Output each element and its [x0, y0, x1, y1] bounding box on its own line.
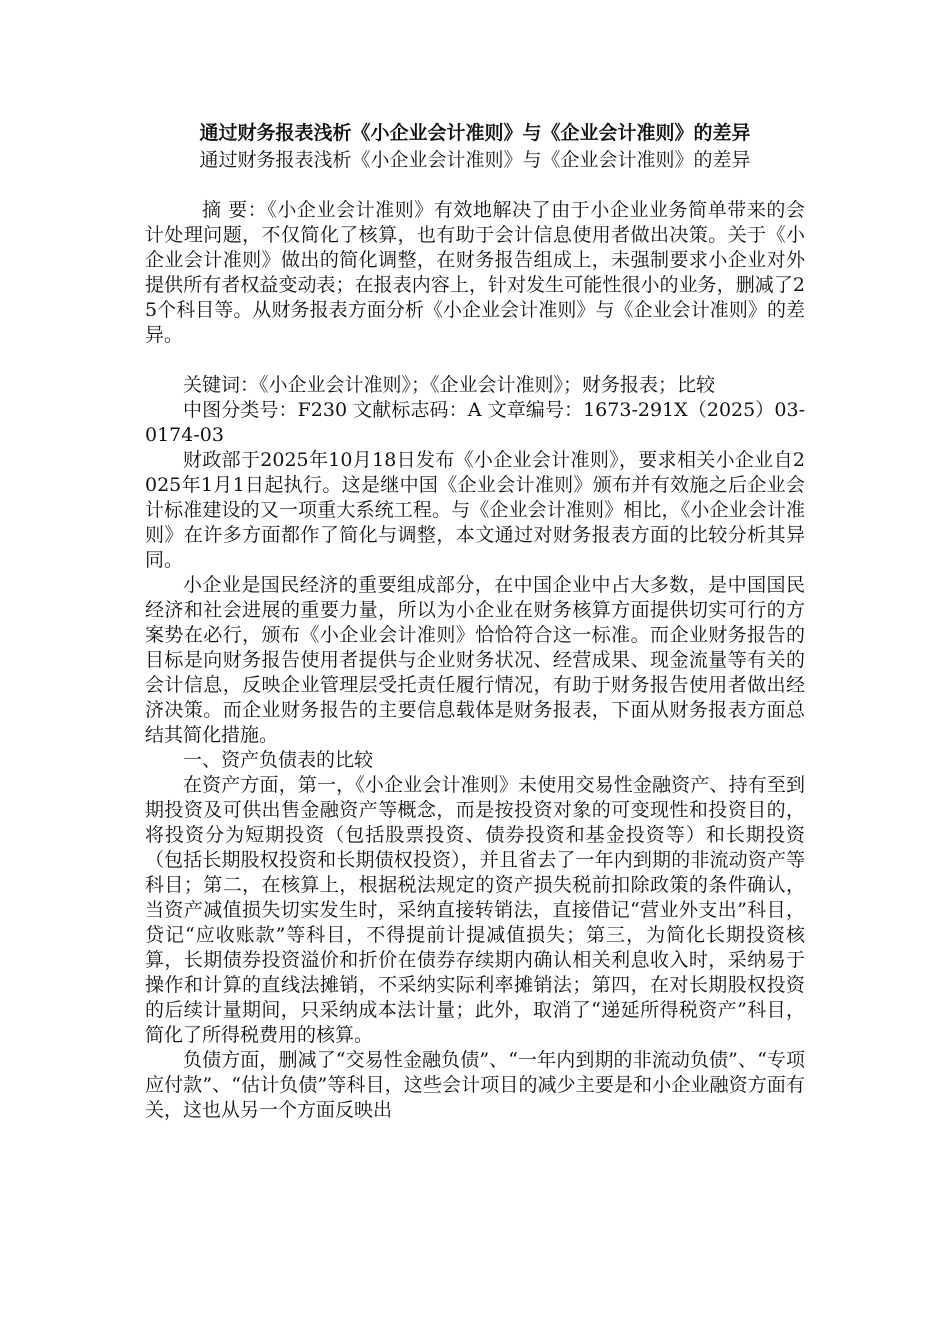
keywords-paragraph: 关键词：《小企业会计准则》；《企业会计准则》；财务报表；比较: [183, 374, 716, 396]
document-body: [145, 119, 805, 1123]
body-paragraph: 财政部于2025年10月18日发布《小企业会计准则》，要求相关小企业自2025年1月1日起执行。这是继中国《企业会计准则》颁布并有效施之后企业会计标准建设的又一项重大系统工程。与《企业会计准则》相比，《小企业会计准则》在许多方面都作了简化与调整，本文通过对财务报表方面的比较分析其异同。: [145, 449, 805, 571]
section-paragraph: 负债方面，删减了“交易性金融负债”、“一年内到期的非流动负债”、“专项应付款”、“估计负债”等科目，这些会计项目的减少主要是和小企业融资方面有关，这也从另一个方面反映出: [145, 1049, 805, 1121]
blank-line: [145, 348, 805, 373]
section-paragraph: 在资产方面，第一，《小企业会计准则》未使用交易性金融资产、持有至到期投资及可供出售金融资产等概念，而是按投资对象的可变现性和投资目的，将投资分为短期投资（包括股票投资、债券投资和基金投资等）和长期投资（包括长期股权投资和长期债权投资），并且省去了一年内到期的非流动资产等科目；第二，在核算上，根据税法规定的资产损失税前扣除政策的条件确认，当资产减值损失切实发生时，采纳直接转销法，直接借记“营业外支出”科目，贷记“应收账款”等科目，不得提前计提减值损失；第三，为简化长期投资核算，长期债券投资溢价和折价在债券存续期内确认相关利息收入时，采纳易于操作和计算的直线法摊销，不采纳实际利率摊销法；第四，在对长期股权投资的后续计量期间，只采纳成本法计量；此外，取消了“递延所得税资产”科目，简化了所得税费用的核算。: [145, 774, 805, 1046]
blank-line: [145, 173, 805, 198]
body-paragraph: 小企业是国民经济的重要组成部分，在中国企业中占大多数，是中国国民经济和社会进展的重要力量，所以为小企业在财务核算方面提供切实可行的方案势在必行，颁布《小企业会计准则》恰恰符合这一标准。而企业财务报告的目标是向财务报告使用者提供与企业财务状况、经营成果、现金流量等有关的会计信息，反映企业管理层受托责任履行情况，有助于财务报告使用者做出经济决策。而企业财务报告的主要信息载体是财务报表，下面从财务报表方面总结其简化措施。: [145, 574, 805, 746]
section-heading: 一、资产负债表的比较: [183, 749, 374, 771]
document-subtitle: 通过财务报表浅析《小企业会计准则》与《企业会计准则》的差异: [199, 149, 751, 171]
classification-paragraph: 中图分类号：F230 文献标志码：A 文章编号：1673-291X（2025）03-0174-03: [145, 399, 805, 446]
document-title: 通过财务报表浅析《小企业会计准则》与《企业会计准则》的差异: [199, 122, 751, 144]
abstract-paragraph: 摘 要：《小企业会计准则》有效地解决了由于小企业业务简单带来的会计处理问题，不仅简化了核算，也有助于会计信息使用者做出决策。关于《小企业会计准则》做出的简化调整，在财务报告组成上，未强制要求小企业对外提供所有者权益变动表；在报表内容上，针对发生可能性很小的业务，删减了25个科目等。从财务报表方面分析《小企业会计准则》与《企业会计准则》的差异。: [145, 199, 805, 346]
